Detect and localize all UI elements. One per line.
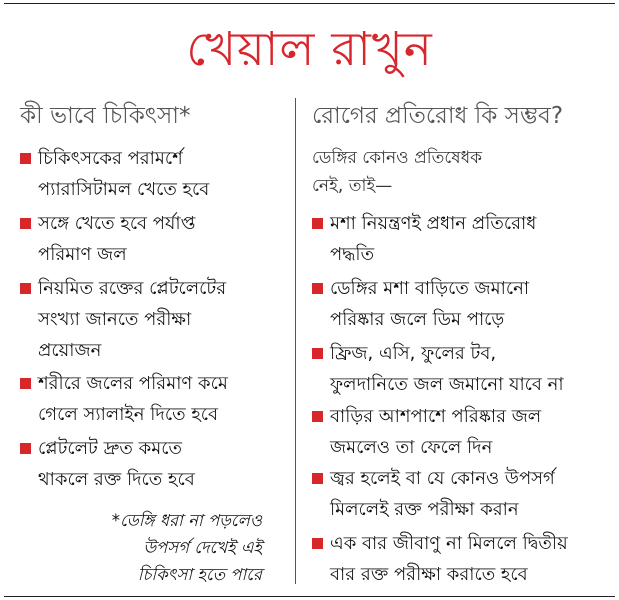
footnote-line: চিকিৎসা হতে পারে bbox=[137, 565, 262, 584]
bullet-square-icon bbox=[20, 218, 31, 229]
prevention-item bbox=[330, 528, 568, 590]
item-line: পরিমাণ জল bbox=[38, 244, 127, 265]
right-column-heading: রোগের প্রতিরোধ কি সম্ভব? bbox=[312, 103, 564, 129]
bullet-square-icon bbox=[20, 443, 31, 454]
item-line: শরীরে জলের পরিমাণ কমে bbox=[38, 373, 228, 394]
left-column-heading: কী ভাবে চিকিৎসা* bbox=[20, 103, 191, 129]
item-line: পদ্ধতি bbox=[330, 244, 375, 265]
item-line: গেলে স্যালাইন দিতে হবে bbox=[38, 404, 219, 425]
item-line: ফ্রিজ, এসি, ফুলের টব, bbox=[330, 343, 497, 364]
bullet-square-icon bbox=[20, 378, 31, 389]
item-line: নিয়মিত রক্তের প্লেটলেটের bbox=[38, 278, 227, 299]
column-divider bbox=[295, 98, 296, 584]
intro-line: ডেঙ্গির কোনও প্রতিষেধক bbox=[312, 148, 483, 168]
bullet-square-icon bbox=[312, 218, 323, 229]
treatment-item bbox=[38, 368, 228, 430]
treatment-item bbox=[38, 143, 209, 205]
bullet-square-icon bbox=[312, 473, 323, 484]
item-line: সঙ্গে খেতে হবে পর্যাপ্ত bbox=[38, 213, 196, 234]
prevention-item bbox=[330, 401, 541, 463]
treatment-item bbox=[38, 208, 195, 270]
item-line: জ্বর হলেই বা যে কোনও উপসর্গ bbox=[330, 468, 555, 489]
prevention-item bbox=[330, 463, 555, 525]
bullet-square-icon bbox=[312, 538, 323, 549]
bullet-square-icon bbox=[312, 411, 323, 422]
right-intro bbox=[312, 144, 482, 200]
footnote bbox=[60, 507, 262, 588]
item-line: প্যারাসিটামল খেতে হবে bbox=[38, 179, 210, 200]
item-line: ফুলদানিতে জল জমানো যাবে না bbox=[330, 374, 564, 395]
item-line: পরিষ্কার জলে ডিম পাড়ে bbox=[330, 309, 505, 330]
item-line: বাড়ির আশপাশে পরিষ্কার জল bbox=[330, 406, 542, 427]
prevention-item bbox=[330, 338, 564, 400]
footnote-line: উপসর্গ দেখেই এই bbox=[143, 538, 262, 557]
footnote-line: *ডেঙ্গি ধরা না পড়লেও bbox=[111, 511, 262, 530]
bullet-square-icon bbox=[312, 283, 323, 294]
item-line: মিললেই রক্ত পরীক্ষা করান bbox=[330, 499, 519, 520]
bullet-square-icon bbox=[20, 283, 31, 294]
item-line: ডেঙ্গির মশা বাড়িতে জমানো bbox=[330, 278, 530, 299]
item-line: সংখ্যা জানতে পরীক্ষা bbox=[38, 309, 192, 330]
prevention-item bbox=[330, 273, 529, 335]
item-line: মশা নিয়ন্ত্রণই প্রধান প্রতিরোধ bbox=[330, 213, 537, 234]
item-line: প্রয়োজন bbox=[38, 340, 102, 361]
item-line: প্লেটলেট দ্রুত কমতে bbox=[38, 438, 182, 459]
item-line: থাকলে রক্ত দিতে হবে bbox=[38, 469, 195, 490]
bullet-square-icon bbox=[312, 348, 323, 359]
item-line: এক বার জীবাণু না মিললে দ্বিতীয় bbox=[330, 533, 568, 554]
treatment-item bbox=[38, 433, 195, 495]
item-line: বার রক্ত পরীক্ষা করাতে হবে bbox=[330, 564, 528, 585]
bullet-square-icon bbox=[20, 153, 31, 164]
item-line: জমলেও তা ফেলে দিন bbox=[330, 437, 493, 458]
item-line: চিকিৎসকের পরামর্শে bbox=[38, 148, 183, 169]
page-title: খেয়াল রাখুন bbox=[186, 22, 433, 77]
prevention-item bbox=[330, 208, 536, 270]
treatment-item bbox=[38, 273, 226, 366]
intro-line: নেই, তাই— bbox=[312, 176, 393, 196]
